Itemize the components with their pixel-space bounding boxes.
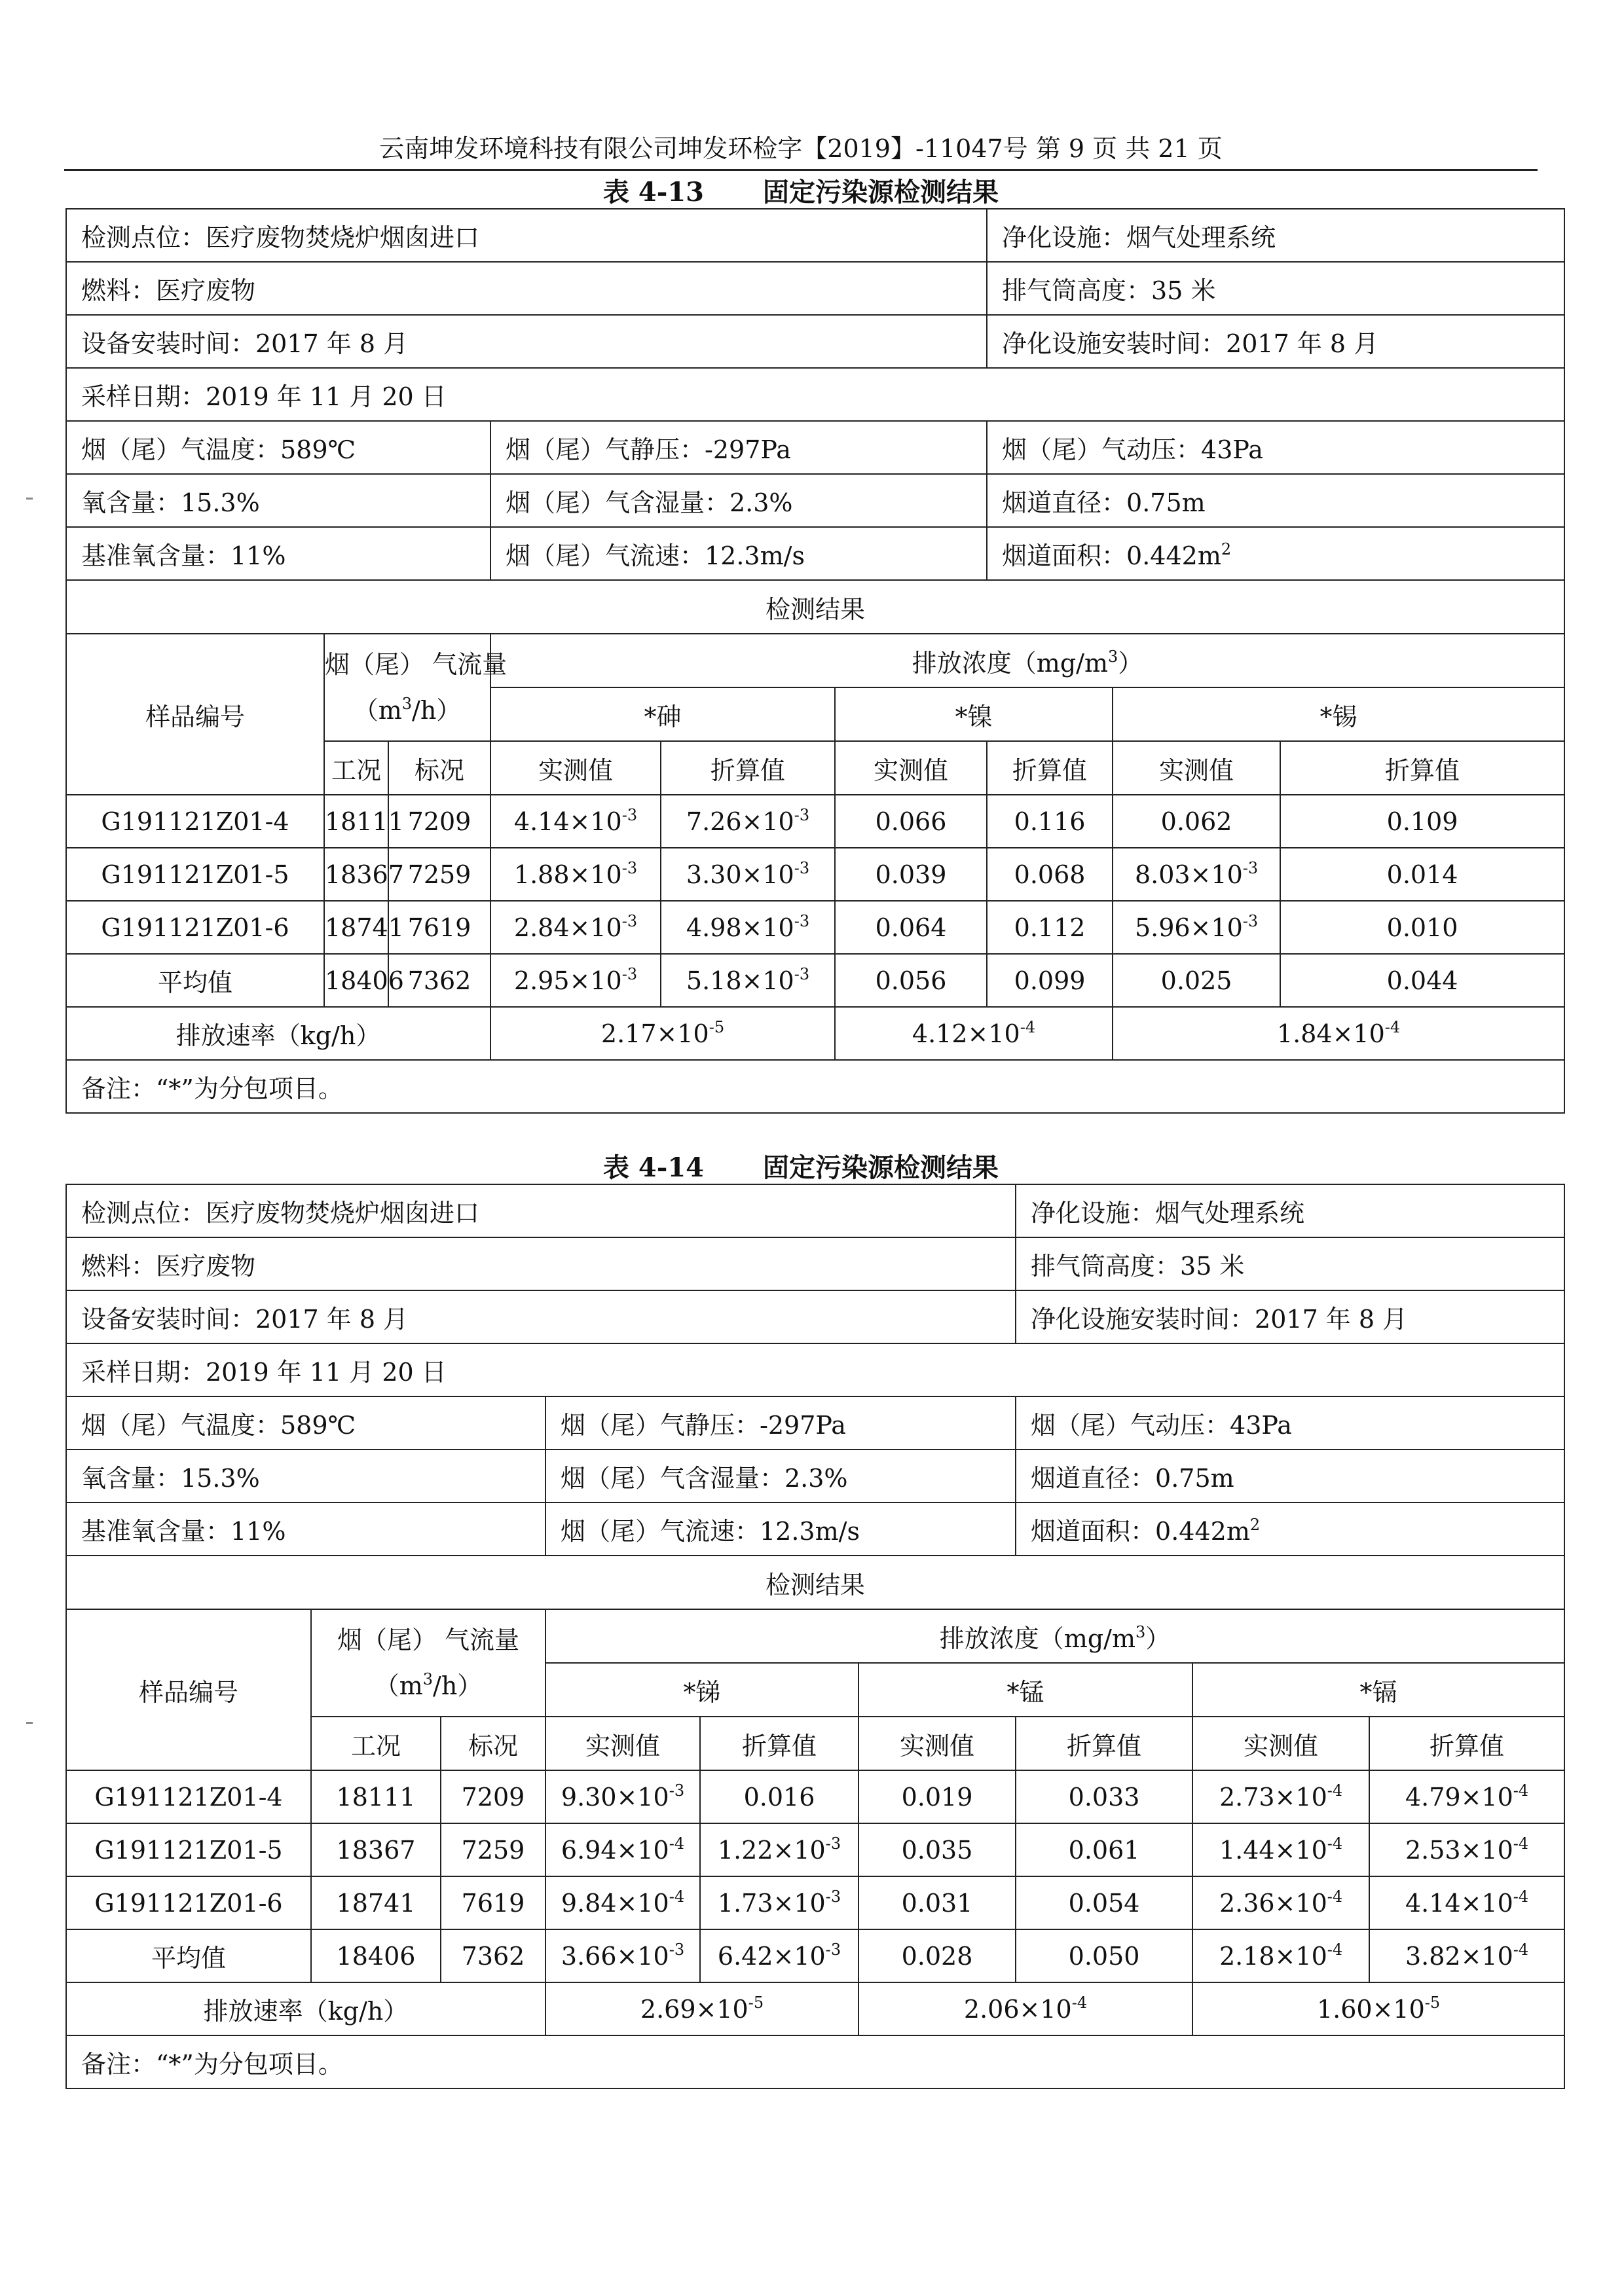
flow-work-cell: 18406 <box>324 954 388 1007</box>
info-cell <box>1016 1503 1564 1556</box>
converted-value-cell: $2.53\times 10^{-4}$ <box>1369 1823 1564 1876</box>
area-text: 烟道面积：0.442m <box>1031 1517 1250 1546</box>
converted-value-cell: 0.068 <box>987 848 1113 901</box>
flow-label: 烟（尾） 气流量 <box>337 1626 520 1654</box>
table-caption: 固定污染源检测结果 <box>763 177 999 208</box>
info-cell: 烟（尾）气动压：43Pa <box>987 421 1564 474</box>
flow-unit: $(m^3/h)$ <box>353 695 462 725</box>
info-cell: 检测点位：医疗废物焚烧炉烟囱进口 <box>66 209 987 262</box>
concentration-header: 排放浓度$(mg/m^3)$ <box>545 1609 1564 1663</box>
converted-header: 折算值 <box>1016 1717 1192 1770</box>
table-title <box>64 172 1538 209</box>
section-heading: 检测结果 <box>66 1556 1564 1609</box>
flow-std-cell: 7362 <box>388 954 490 1007</box>
measured-value-cell: $2.84\times 10^{-3}$ <box>490 901 661 954</box>
converted-value-cell: 0.016 <box>700 1770 858 1823</box>
pollutant-header: *锡 <box>1113 687 1564 741</box>
info-cell: 燃料：医疗废物 <box>66 262 987 315</box>
info-cell: 氧含量：15.3% <box>66 1449 545 1503</box>
rate-value: $2.17\times 10^{-5}$ <box>490 1007 835 1060</box>
measured-value-cell: $1.44\times 10^{-4}$ <box>1192 1823 1369 1876</box>
converted-value-cell: 0.099 <box>987 954 1113 1007</box>
table-row <box>66 1770 1564 1823</box>
info-cell: 烟（尾）气静压：-297Pa <box>545 1396 1016 1449</box>
info-cell: 排气筒高度：35 米 <box>987 262 1564 315</box>
converted-value-cell: 0.010 <box>1280 901 1564 954</box>
area-text: 烟道面积：0.442m <box>1002 541 1221 570</box>
area-sup: 2 <box>1221 540 1232 558</box>
converted-value-cell: 0.014 <box>1280 848 1564 901</box>
measured-value-cell: 0.039 <box>835 848 987 901</box>
sample-id-cell: G191121Z01-4 <box>66 795 324 848</box>
flow-std-cell: 7619 <box>388 901 490 954</box>
measured-value-cell: 0.019 <box>858 1770 1016 1823</box>
flow-work-cell: 18111 <box>324 795 388 848</box>
flow-work-cell: 18367 <box>324 848 388 901</box>
table-row <box>66 1876 1564 1929</box>
converted-value-cell: 0.112 <box>987 901 1113 954</box>
converted-header: 折算值 <box>987 741 1113 795</box>
flow-work-cell: 18741 <box>324 901 388 954</box>
converted-value-cell: $4.98\times 10^{-3}$ <box>661 901 835 954</box>
sample-no-header: 样品编号 <box>66 1609 311 1770</box>
std-condition-header: 标况 <box>441 1717 545 1770</box>
info-cell: 基准氧含量：11% <box>66 527 490 580</box>
std-condition-header: 标况 <box>388 741 490 795</box>
info-cell: 烟道直径：0.75m <box>987 474 1564 527</box>
measured-value-cell: 0.066 <box>835 795 987 848</box>
info-cell <box>987 527 1564 580</box>
measured-value-cell: $8.03\times 10^{-3}$ <box>1113 848 1280 901</box>
pollutant-header: *镉 <box>1192 1663 1564 1717</box>
info-cell: 净化设施安装时间：2017 年 8 月 <box>1016 1290 1564 1343</box>
info-cell: 采样日期：2019 年 11 月 20 日 <box>66 368 1564 421</box>
measured-header: 实测值 <box>1192 1717 1369 1770</box>
work-condition-header: 工况 <box>311 1717 441 1770</box>
rate-label: 排放速率（kg/h） <box>66 1982 545 2035</box>
report-table <box>65 208 1565 1114</box>
flow-work-cell: 18741 <box>311 1876 441 1929</box>
converted-value-cell: 0.050 <box>1016 1929 1192 1982</box>
header-rule <box>64 169 1538 171</box>
pollutant-header: *砷 <box>490 687 835 741</box>
measured-value-cell: 0.025 <box>1113 954 1280 1007</box>
info-cell: 设备安装时间：2017 年 8 月 <box>66 1290 1016 1343</box>
info-cell: 基准氧含量：11% <box>66 1503 545 1556</box>
converted-value-cell: $3.30\times 10^{-3}$ <box>661 848 835 901</box>
info-cell: 排气筒高度：35 米 <box>1016 1237 1564 1290</box>
info-cell: 净化设施安装时间：2017 年 8 月 <box>987 315 1564 368</box>
measured-value-cell: 0.056 <box>835 954 987 1007</box>
table-number: 表 4-14 <box>602 1152 705 1183</box>
sample-id-cell: G191121Z01-4 <box>66 1770 311 1823</box>
flow-header <box>311 1609 545 1717</box>
area-sup: 2 <box>1249 1516 1261 1534</box>
work-condition-header: 工况 <box>324 741 388 795</box>
converted-value-cell: $5.18\times 10^{-3}$ <box>661 954 835 1007</box>
measured-value-cell: $2.73\times 10^{-4}$ <box>1192 1770 1369 1823</box>
converted-value-cell: $4.14\times 10^{-4}$ <box>1369 1876 1564 1929</box>
rate-value: $1.60\times 10^{-5}$ <box>1192 1982 1564 2035</box>
info-cell: 烟（尾）气含湿量：2.3% <box>545 1449 1016 1503</box>
info-cell: 烟（尾）气流速：12.3m/s <box>545 1503 1016 1556</box>
sample-id-cell: 平均值 <box>66 1929 311 1982</box>
table-row <box>66 848 1564 901</box>
measured-header: 实测值 <box>545 1717 700 1770</box>
converted-value-cell: $1.73\times 10^{-3}$ <box>700 1876 858 1929</box>
flow-std-cell: 7362 <box>441 1929 545 1982</box>
flow-std-cell: 7209 <box>441 1770 545 1823</box>
converted-value-cell: $6.42\times 10^{-3}$ <box>700 1929 858 1982</box>
table-row <box>66 1929 1564 1982</box>
converted-value-cell: 0.054 <box>1016 1876 1192 1929</box>
sample-id-cell: G191121Z01-5 <box>66 1823 311 1876</box>
converted-header: 折算值 <box>661 741 835 795</box>
flow-std-cell: 7259 <box>388 848 490 901</box>
converted-value-cell: $4.79\times 10^{-4}$ <box>1369 1770 1564 1823</box>
flow-label: 烟（尾） 气流量 <box>325 650 507 679</box>
margin-mark <box>26 498 33 500</box>
converted-value-cell: 0.033 <box>1016 1770 1192 1823</box>
table-row <box>66 1823 1564 1876</box>
measured-value-cell: 0.031 <box>858 1876 1016 1929</box>
table-row <box>66 954 1564 1007</box>
info-cell: 净化设施：烟气处理系统 <box>1016 1184 1564 1237</box>
converted-value-cell: 0.044 <box>1280 954 1564 1007</box>
rate-value: $2.06\times 10^{-4}$ <box>858 1982 1192 2035</box>
measured-value-cell: $1.88\times 10^{-3}$ <box>490 848 661 901</box>
page-header: 云南坤发环境科技有限公司坤发环检字【2019】-11047号 第 9 页 共 21 页 <box>379 134 1223 163</box>
note: 备注：“*”为分包项目。 <box>66 1060 1564 1113</box>
info-cell: 烟（尾）气温度：589℃ <box>66 1396 545 1449</box>
table-row <box>66 795 1564 848</box>
margin-mark <box>26 1722 33 1724</box>
info-cell: 设备安装时间：2017 年 8 月 <box>66 315 987 368</box>
converted-value-cell: 0.109 <box>1280 795 1564 848</box>
table-number: 表 4-13 <box>602 177 705 208</box>
converted-value-cell: $7.26\times 10^{-3}$ <box>661 795 835 848</box>
measured-value-cell: 0.062 <box>1113 795 1280 848</box>
table-row <box>66 901 1564 954</box>
measured-value-cell: $2.18\times 10^{-4}$ <box>1192 1929 1369 1982</box>
section-heading: 检测结果 <box>66 580 1564 634</box>
info-cell: 燃料：医疗废物 <box>66 1237 1016 1290</box>
converted-header: 折算值 <box>1369 1717 1564 1770</box>
sample-id-cell: G191121Z01-6 <box>66 1876 311 1929</box>
info-cell: 净化设施：烟气处理系统 <box>987 209 1564 262</box>
measured-header: 实测值 <box>858 1717 1016 1770</box>
table-title <box>64 1147 1538 1184</box>
rate-value: $4.12\times 10^{-4}$ <box>835 1007 1113 1060</box>
pollutant-header: *镍 <box>835 687 1113 741</box>
info-cell: 烟（尾）气流速：12.3m/s <box>490 527 987 580</box>
measured-value-cell: $6.94\times 10^{-4}$ <box>545 1823 700 1876</box>
report-table <box>65 1184 1565 2089</box>
info-cell: 烟（尾）气动压：43Pa <box>1016 1396 1564 1449</box>
pollutant-header: *锰 <box>858 1663 1192 1717</box>
converted-header: 折算值 <box>700 1717 858 1770</box>
converted-value-cell: $3.82\times 10^{-4}$ <box>1369 1929 1564 1982</box>
converted-value-cell: 0.061 <box>1016 1823 1192 1876</box>
measured-header: 实测值 <box>835 741 987 795</box>
flow-unit: $(m^3/h)$ <box>374 1670 483 1700</box>
converted-value-cell: 0.116 <box>987 795 1113 848</box>
pollutant-header: *锑 <box>545 1663 858 1717</box>
measured-value-cell: $5.96\times 10^{-3}$ <box>1113 901 1280 954</box>
info-cell: 烟道直径：0.75m <box>1016 1449 1564 1503</box>
measured-header: 实测值 <box>490 741 661 795</box>
flow-std-cell: 7619 <box>441 1876 545 1929</box>
sample-no-header: 样品编号 <box>66 634 324 795</box>
flow-work-cell: 18111 <box>311 1770 441 1823</box>
converted-value-cell: $1.22\times 10^{-3}$ <box>700 1823 858 1876</box>
info-cell: 烟（尾）气温度：589℃ <box>66 421 490 474</box>
note: 备注：“*”为分包项目。 <box>66 2035 1564 2088</box>
measured-value-cell: $2.36\times 10^{-4}$ <box>1192 1876 1369 1929</box>
info-cell: 检测点位：医疗废物焚烧炉烟囱进口 <box>66 1184 1016 1237</box>
measured-value-cell: $3.66\times 10^{-3}$ <box>545 1929 700 1982</box>
measured-value-cell: $2.95\times 10^{-3}$ <box>490 954 661 1007</box>
sample-id-cell: G191121Z01-6 <box>66 901 324 954</box>
rate-value: $2.69\times 10^{-5}$ <box>545 1982 858 2035</box>
measured-header: 实测值 <box>1113 741 1280 795</box>
table-caption: 固定污染源检测结果 <box>763 1152 999 1183</box>
rate-label: 排放速率（kg/h） <box>66 1007 490 1060</box>
sample-id-cell: 平均值 <box>66 954 324 1007</box>
flow-work-cell: 18367 <box>311 1823 441 1876</box>
info-cell: 采样日期：2019 年 11 月 20 日 <box>66 1343 1564 1396</box>
converted-header: 折算值 <box>1280 741 1564 795</box>
measured-value-cell: 0.028 <box>858 1929 1016 1982</box>
flow-work-cell: 18406 <box>311 1929 441 1982</box>
flow-std-cell: 7259 <box>441 1823 545 1876</box>
rate-value: $1.84\times 10^{-4}$ <box>1113 1007 1564 1060</box>
measured-value-cell: 0.035 <box>858 1823 1016 1876</box>
info-cell: 氧含量：15.3% <box>66 474 490 527</box>
info-cell: 烟（尾）气静压：-297Pa <box>490 421 987 474</box>
measured-value-cell: $9.30\times 10^{-3}$ <box>545 1770 700 1823</box>
flow-std-cell: 7209 <box>388 795 490 848</box>
measured-value-cell: $9.84\times 10^{-4}$ <box>545 1876 700 1929</box>
flow-header <box>324 634 507 741</box>
info-cell: 烟（尾）气含湿量：2.3% <box>490 474 987 527</box>
measured-value-cell: $4.14\times 10^{-3}$ <box>490 795 661 848</box>
concentration-header: 排放浓度$(mg/m^3)$ <box>490 634 1564 687</box>
sample-id-cell: G191121Z01-5 <box>66 848 324 901</box>
measured-value-cell: 0.064 <box>835 901 987 954</box>
